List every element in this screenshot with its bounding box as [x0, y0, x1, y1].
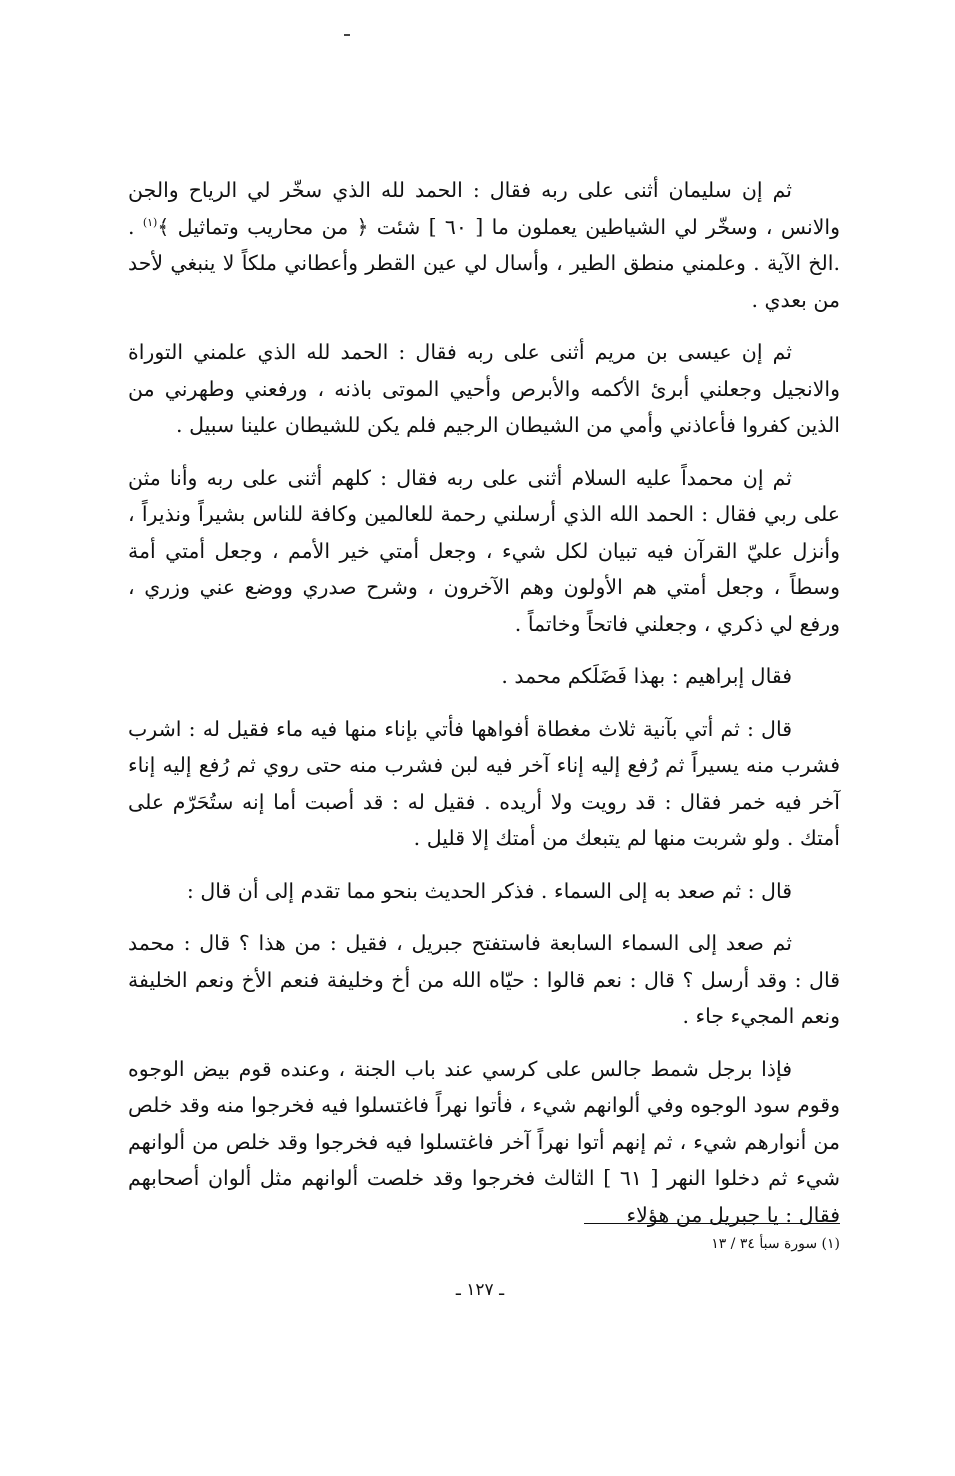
- body-text: [128, 172, 840, 1249]
- footnote-reference: (١): [142, 215, 158, 229]
- paragraph-solomon-part-2: . .الخ الآية . وعلمني منطق الطير ، وأسال لي عين القطر وأعطاني ملكاً لا ينبغي لأحد من بعدي .: [128, 214, 840, 312]
- footnote-divider: [584, 1223, 840, 1224]
- paragraph-muhammad: ثم إن محمداً عليه السلام أثنى على ربه فقال : كلهم أثنى على ربه وأنا مثن على ربي فقال : الحمد الله الذي أرسلني رحمة للعالمين وكافة للناس بشيراً ونذيراً ، وأنزل عليّ القرآن فيه تبيان لكل شيء ، وجعل أمتي خير الأمم ، وجعل أمتي أمة وسطاً ، وجعل أمتي هم الأولون وهم الآخرون ، وشرح صدري ووضع عني وزري ، ورفع لي ذكري ، وجعلني فاتحاً وخاتماً .: [128, 465, 840, 636]
- paragraph-solomon: [128, 172, 840, 318]
- paragraph-vessels: قال : ثم أتي بآنية ثلاث مغطاة أفواهها فأتي بإناء منها فيه ماء فقيل له : اشرب فشرب منه يسيراً ثم رُفع إليه إناء آخر فيه لبن فشرب منه حتى روي ثم رُفع إليه إناء آخر فيه خمر فقال : قد رويت ولا أريده . فقيل له : قد أصبت أما إنه ستُحَرّم على أمتك . ولو شربت منها لم يتبعك من أمتك إلا قليل .: [128, 716, 840, 850]
- footnote: (١) سورة سبأ ٣٤ / ١٣: [711, 1236, 840, 1252]
- paragraph-jesus: ثم إن عيسى بن مريم أثنى على ربه فقال : الحمد لله الذي علمني التوراة والانجيل وجعلني أبرئ الأكمه والأبرص وأحيي الموتى باذنه ، ورفعني وطهرني من الذين كفروا فأعاذني وأمي من الشيطان الرجيم فلم يكن للشيطان علينا سبيل .: [128, 340, 840, 437]
- paragraph-ibrahim: فقال إبراهيم : بهذا فَضَلَكم محمد .: [501, 664, 792, 688]
- paragraph-seventh-heaven: ثم صعد إلى السماء السابعة فاستفتح جبريل ، فقيل : من هذا ؟ قال : محمد قال : وقد أرسل ؟ قال : نعم قالوا : حيّاه الله من أخ وخليفة فنعم الأخ ونعم الخليفة ونعم المجيء جاء .: [128, 931, 840, 1028]
- paragraph-ascent: قال : ثم صعد به إلى السماء . فذكر الحديث بنحو مما تقدم إلى أن قال :: [186, 878, 792, 903]
- scan-mark: [344, 34, 350, 36]
- paragraph-paradise-gate: فإذا برجل شمط جالس على كرسي عند باب الجنة ، وعنده قوم بيض الوجوه وقوم سود الوجوه وفي ألوانهم شيء ، فأتوا نهراً فاغتسلوا فيه فخرجوا منه وقد خلص من أنوارهم شيء ، ثم إنهم أتوا نهراً آخر فاغتسلوا فيه فخرجوا وقد خلص من ألوانهم شيء ثم دخلوا النهر [ ٦١ ] الثالث فخرجوا وقد خلصت ألوانهم مثل ألوان أصحابهم فقال : يا جبريل من هؤلاء: [128, 1056, 841, 1227]
- paragraph-solomon-part-1: ثم إن سليمان أثنى على ربه فقال : الحمد لله الذي سخّر لي الرياح والجن والانس ، وسخّر لي الشياطين يعملون ما [ ٦٠ ] شئت ﴿ من محاريب وتماثيل ﴾: [128, 178, 840, 239]
- page-number: ـ ١٢٧ ـ: [455, 1280, 505, 1300]
